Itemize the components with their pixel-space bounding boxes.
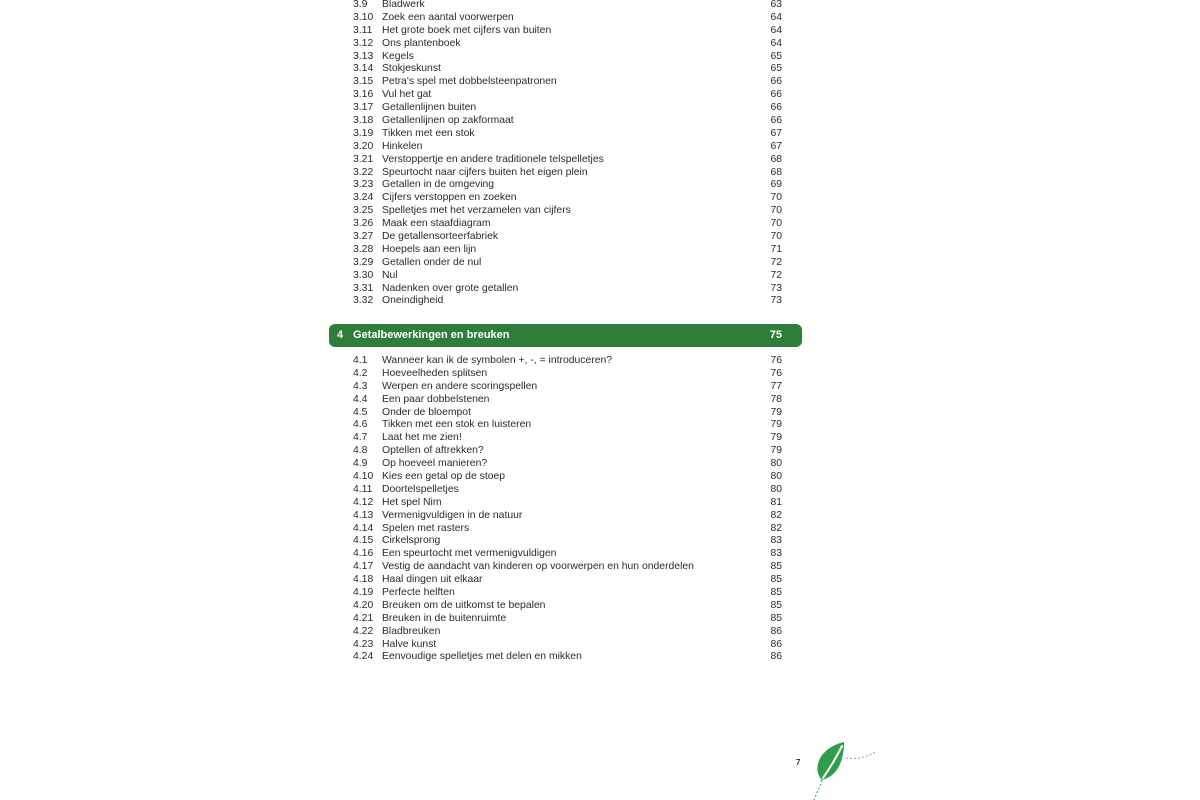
- toc-entry: [352, 394, 782, 407]
- toc-entry: [352, 432, 782, 445]
- toc-entry-title: Breuken in de buitenruimte: [382, 612, 507, 624]
- toc-entry-number: 3.19: [353, 127, 374, 139]
- toc-entry-title: Onder de bloempot: [382, 406, 471, 418]
- toc-entry-number: 3.20: [353, 140, 374, 152]
- toc-entry-number: 4.1: [353, 355, 368, 366]
- toc-entry-page: 86: [770, 651, 782, 663]
- toc-entry-title: Getallenlijnen op zakformaat: [382, 115, 514, 127]
- toc-entry-title: Getallen onder de nul: [382, 256, 482, 268]
- toc-entry: [352, 257, 782, 270]
- toc-entry-page: 80: [770, 483, 782, 495]
- toc-entry: [352, 76, 782, 89]
- toc-entry-page: 80: [770, 458, 782, 470]
- toc-entry-title: Petra's spel met dobbelsteenpatronen: [382, 76, 557, 88]
- toc-entry: [352, 587, 782, 600]
- toc-entry: [352, 368, 782, 381]
- toc-entry-title: Cijfers verstoppen en zoeken: [382, 192, 517, 204]
- toc-entry-page: 70: [770, 231, 782, 243]
- toc-entry-number: 4.4: [353, 393, 368, 405]
- toc-entry-title: Werpen en andere scoringspellen: [382, 380, 538, 392]
- toc-entry-number: 3.13: [353, 50, 374, 62]
- toc-entry-page: 76: [770, 367, 782, 379]
- toc-entry-number: 4.16: [353, 548, 374, 560]
- toc-entry-page: 70: [770, 192, 782, 204]
- toc-entry-page: 79: [770, 419, 782, 431]
- toc-entry: [352, 154, 782, 167]
- toc-entry: [352, 574, 782, 587]
- toc-entry-page: 83: [770, 535, 782, 547]
- toc-entry-number: 4.11: [353, 483, 373, 495]
- toc-entry-page: 67: [770, 140, 782, 152]
- toc-entry-page: 65: [770, 50, 782, 62]
- toc-entry-page: 85: [770, 587, 782, 599]
- toc-section-4: [352, 355, 782, 664]
- toc-entry-page: 79: [770, 445, 782, 457]
- toc-entry-number: 3.27: [353, 231, 374, 243]
- toc-entry-title: Nadenken over grote getallen: [382, 282, 519, 294]
- toc-entry: [352, 38, 782, 51]
- toc-entry-number: 4.20: [353, 599, 374, 611]
- toc-entry-title: Zoek een aantal voorwerpen: [382, 11, 514, 23]
- toc-entry-page: 78: [770, 393, 782, 405]
- toc-entry: [352, 535, 782, 548]
- toc-entry-title: Halve kunst: [382, 638, 437, 650]
- toc-entry-number: 3.11: [353, 24, 373, 36]
- toc-entry: [352, 639, 782, 652]
- toc-entry-page: 67: [770, 127, 782, 139]
- toc-entry: [352, 445, 782, 458]
- toc-entry: [352, 244, 782, 257]
- toc-entry: [352, 115, 782, 128]
- toc-entry-title: Hoepels aan een lijn: [382, 243, 477, 255]
- toc-entry: [352, 523, 782, 536]
- toc-entry: [352, 89, 782, 102]
- toc-section-3: [352, 0, 782, 308]
- toc-entry-number: 3.24: [353, 192, 374, 204]
- toc-entry-title: Haal dingen uit elkaar: [382, 574, 483, 586]
- toc-entry-title: Bladbreuken: [382, 625, 441, 637]
- toc-entry-title: Oneindigheid: [382, 295, 444, 307]
- toc-entry-page: 66: [770, 76, 782, 88]
- toc-entry-title: Verstoppertje en andere traditionele telspelletjes: [382, 153, 604, 165]
- toc-entry: [352, 167, 782, 180]
- toc-entry: [352, 218, 782, 231]
- toc-entry: [352, 295, 782, 308]
- toc-entry-page: 66: [770, 89, 782, 101]
- toc-entry-title: Kies een getal op de stoep: [382, 471, 506, 483]
- toc-entry-title: Wanneer kan ik de symbolen +, -, = introduceren?: [382, 355, 613, 366]
- toc-entry-title: Op hoeveel manieren?: [382, 458, 488, 470]
- toc-entry-title: Tikken met een stok en luisteren: [382, 419, 532, 431]
- toc-entry-title: Spelletjes met het verzamelen van cijfers: [382, 205, 571, 217]
- toc-entry: [352, 626, 782, 639]
- toc-entry-title: Kegels: [382, 50, 414, 62]
- toc-entry-number: 3.9: [353, 0, 368, 10]
- chapter-title: Getalbewerkingen en breuken: [353, 329, 510, 341]
- toc-entry-number: 3.29: [353, 256, 374, 268]
- toc-entry-title: Cirkelsprong: [382, 535, 441, 547]
- toc-entry-title: Perfecte helften: [382, 587, 455, 599]
- toc-entry-page: 85: [770, 574, 782, 586]
- toc-entry: [352, 600, 782, 613]
- toc-entry-number: 3.12: [353, 37, 374, 49]
- toc-entry-title: Ons plantenboek: [382, 37, 461, 49]
- toc-entry-number: 4.21: [353, 612, 374, 624]
- toc-entry-page: 64: [770, 37, 782, 49]
- toc-entry: [352, 651, 782, 664]
- toc-entry-title: Maak een staafdiagram: [382, 218, 491, 230]
- toc-entry-page: 66: [770, 102, 782, 114]
- toc-entry-number: 3.23: [353, 179, 374, 191]
- toc-entry-title: Het spel Nim: [382, 496, 442, 508]
- toc-entry: [352, 355, 782, 368]
- toc-entry: [352, 51, 782, 64]
- toc-entry-number: 3.21: [353, 153, 374, 165]
- toc-entry-number: 4.18: [353, 574, 374, 586]
- toc-entry-page: 70: [770, 218, 782, 230]
- page-number: 7: [796, 758, 801, 767]
- toc-entry-title: Speurtocht naar cijfers buiten het eigen plein: [382, 166, 588, 178]
- toc-entry-page: 70: [770, 205, 782, 217]
- toc-entry: [352, 128, 782, 141]
- toc-entry-page: 77: [770, 380, 782, 392]
- toc-entry-number: 3.25: [353, 205, 374, 217]
- toc-entry-number: 4.5: [353, 406, 368, 418]
- chapter-heading-bar: [329, 324, 802, 347]
- toc-entry-number: 3.30: [353, 269, 374, 281]
- toc-entry: [352, 613, 782, 626]
- toc-entry: [352, 471, 782, 484]
- toc-entry-number: 3.22: [353, 166, 374, 178]
- toc-entry-page: 83: [770, 548, 782, 560]
- toc-entry-number: 3.16: [353, 89, 374, 101]
- toc-entry-page: 72: [770, 269, 782, 281]
- chapter-page-number: 75: [769, 329, 782, 341]
- toc-entry-title: Vul het gat: [382, 89, 432, 101]
- toc-entry-number: 4.12: [353, 496, 374, 508]
- toc-entry: [352, 497, 782, 510]
- toc-entry-title: Vestig de aandacht van kinderen op voorwerpen en hun onderdelen: [382, 561, 694, 573]
- toc-entry-page: 80: [770, 471, 782, 483]
- toc-entry-page: 86: [770, 638, 782, 650]
- toc-entry-number: 4.23: [353, 638, 374, 650]
- toc-entry-title: Bladwerk: [382, 0, 425, 10]
- toc-entry: [352, 548, 782, 561]
- toc-entry: [352, 102, 782, 115]
- toc-entry-title: De getallensorteerfabriek: [382, 231, 499, 243]
- toc-entry: [352, 484, 782, 497]
- toc-entry-title: Hoeveelheden splitsen: [382, 367, 488, 379]
- toc-entry-page: 85: [770, 612, 782, 624]
- toc-entry-number: 4.8: [353, 445, 368, 457]
- toc-entry-number: 3.31: [353, 282, 374, 294]
- toc-entry-number: 3.15: [353, 76, 374, 88]
- toc-entry: [352, 407, 782, 420]
- toc-entry: [352, 419, 782, 432]
- toc-entry-number: 4.3: [353, 380, 368, 392]
- toc-entry-page: 68: [770, 166, 782, 178]
- toc-entry-page: 79: [770, 406, 782, 418]
- toc-entry-number: 3.26: [353, 218, 374, 230]
- toc-entry-title: Doortelspelletjes: [382, 483, 459, 495]
- toc-entry-page: 82: [770, 509, 782, 521]
- toc-entry-page: 86: [770, 625, 782, 637]
- toc-entry-page: 64: [770, 24, 782, 36]
- toc-entry-page: 69: [770, 179, 782, 191]
- toc-entry-title: Het grote boek met cijfers van buiten: [382, 24, 552, 36]
- toc-entry-title: Nul: [382, 269, 398, 281]
- toc-entry-number: 4.17: [353, 561, 374, 573]
- toc-entry-page: 81: [770, 496, 782, 508]
- toc-entry-page: 73: [770, 282, 782, 294]
- toc-entry-number: 3.14: [353, 63, 374, 75]
- toc-entry-page: 85: [770, 599, 782, 611]
- toc-entry-title: Een paar dobbelstenen: [382, 393, 490, 405]
- toc-entry: [352, 381, 782, 394]
- toc-entry-title: Hinkelen: [382, 140, 423, 152]
- toc-entry-page: 64: [770, 11, 782, 23]
- toc-entry-title: Laat het me zien!: [382, 432, 462, 444]
- chapter-number: 4: [337, 329, 344, 341]
- toc-entry-page: 65: [770, 63, 782, 75]
- toc-entry-title: Breuken om de uitkomst te bepalen: [382, 599, 546, 611]
- toc-entry-title: Tikken met een stok: [382, 127, 475, 139]
- toc-entry-title: Eenvoudige spelletjes met delen en mikken: [382, 651, 582, 663]
- toc-entry: [352, 179, 782, 192]
- toc-entry-title: Getallenlijnen buiten: [382, 102, 477, 114]
- toc-entry: [352, 63, 782, 76]
- toc-entry-title: Vermenigvuldigen in de natuur: [382, 509, 523, 521]
- toc-entry-number: 4.13: [353, 509, 374, 521]
- toc-entry-number: 4.2: [353, 367, 368, 379]
- toc-entry: [352, 192, 782, 205]
- toc-entry-page: 85: [770, 561, 782, 573]
- toc-entry-number: 3.17: [353, 102, 374, 114]
- toc-entry: [352, 12, 782, 25]
- toc-entry-page: 72: [770, 256, 782, 268]
- toc-entry-number: 4.19: [353, 587, 374, 599]
- toc-entry: [352, 141, 782, 154]
- toc-entry-page: 76: [770, 355, 782, 366]
- toc-entry: [352, 561, 782, 574]
- toc-entry: [352, 0, 782, 12]
- toc-entry-number: 4.6: [353, 419, 368, 431]
- toc-entry-page: 63: [770, 0, 782, 10]
- toc-entry-number: 4.15: [353, 535, 374, 547]
- toc-entry-page: 66: [770, 115, 782, 127]
- toc-entry-number: 3.32: [353, 295, 374, 307]
- toc-entry: [352, 270, 782, 283]
- toc-entry-page: 68: [770, 153, 782, 165]
- toc-entry-number: 4.7: [353, 432, 368, 444]
- toc-entry: [352, 510, 782, 523]
- toc-entry: [352, 458, 782, 471]
- toc-entry-page: 73: [770, 295, 782, 307]
- toc-entry-page: 79: [770, 432, 782, 444]
- toc-entry-number: 4.14: [353, 522, 374, 534]
- toc-entry-number: 3.18: [353, 115, 374, 127]
- toc-entry: [352, 25, 782, 38]
- toc-entry-title: Een speurtocht met vermenigvuldigen: [382, 548, 557, 560]
- leaf-icon: [806, 738, 882, 800]
- toc-entry-number: 4.22: [353, 625, 374, 637]
- toc-entry-number: 4.9: [353, 458, 368, 470]
- toc-entry-title: Spelen met rasters: [382, 522, 470, 534]
- toc-entry-title: Stokjeskunst: [382, 63, 441, 75]
- toc-entry-page: 71: [770, 243, 782, 255]
- toc-entry-title: Optellen of aftrekken?: [382, 445, 484, 457]
- toc-entry-number: 3.10: [353, 11, 374, 23]
- toc-entry: [352, 205, 782, 218]
- toc-entry-number: 3.28: [353, 243, 374, 255]
- toc-entry-number: 4.10: [353, 471, 374, 483]
- toc-entry: [352, 283, 782, 296]
- toc-entry: [352, 231, 782, 244]
- toc-entry-page: 82: [770, 522, 782, 534]
- toc-entry-number: 4.24: [353, 651, 374, 663]
- toc-entry-title: Getallen in de omgeving: [382, 179, 495, 191]
